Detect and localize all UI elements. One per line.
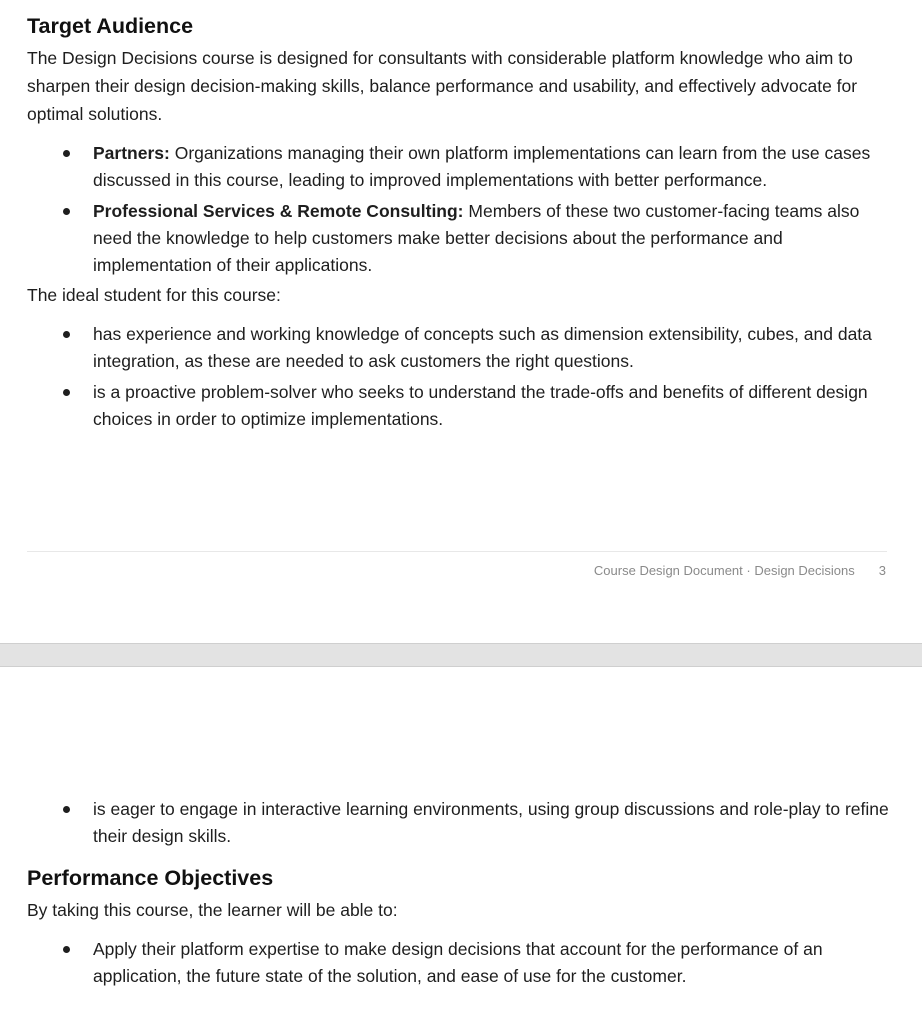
audience-list	[27, 140, 897, 279]
list-item	[27, 936, 897, 990]
bullet-icon	[63, 389, 70, 396]
page-separator	[0, 643, 922, 667]
section-heading-performance-objectives: Performance Objectives	[27, 866, 274, 890]
bullet-icon	[63, 946, 70, 953]
list-item	[27, 379, 897, 433]
audience-intro-paragraph: The Design Decisions course is designed for consultants with considerable platform knowledge who aim to sharpen their design decision-making skills, balance performance and usability, and effectively advocate for optimal solutions.	[27, 48, 858, 124]
list-item-professional-services	[27, 198, 897, 279]
section-heading-target-audience: Target Audience	[27, 14, 194, 38]
ideal-student-list	[27, 321, 897, 433]
list-item-partners	[27, 140, 897, 194]
document-page-4	[0, 667, 922, 1024]
list-item-text: has experience and working knowledge of concepts such as dimension extensibility, cubes, and data integration, as these are needed to ask customers the right questions.	[93, 324, 872, 371]
page-content	[27, 796, 897, 990]
footer-title: Course Design Document · Design Decisions	[593, 563, 855, 578]
page-footer	[594, 563, 886, 578]
bullet-icon	[63, 150, 70, 157]
list-item	[27, 321, 897, 375]
list-item-text: is a proactive problem-solver who seeks to understand the trade-offs and benefits of different design choices in order to optimize implementations.	[93, 382, 868, 429]
list-item-text: Apply their platform expertise to make design decisions that account for the performance of an application, the future state of the solution, and ease of use for the customer.	[93, 939, 823, 986]
list-item-term: Partners:	[93, 143, 170, 163]
list-item-text: Members of these two customer-facing teams also need the knowledge to help customers make better decisions about the performance and implementation of their applications.	[93, 201, 860, 275]
bullet-icon	[63, 331, 70, 338]
list-item-term: Professional Services & Remote Consulting:	[93, 201, 464, 221]
ideal-student-intro: The ideal student for this course:	[27, 285, 281, 305]
page-number: 3	[878, 563, 886, 578]
footer-divider	[27, 551, 887, 552]
list-item-text: Organizations managing their own platform implementations can learn from the use cases discussed in this course, leading to improved implementations with better performance.	[93, 143, 871, 190]
list-item	[27, 796, 897, 850]
list-item-text: is eager to engage in interactive learning environments, using group discussions and role-play to refine their design skills.	[93, 799, 889, 846]
ideal-student-list-continued	[27, 796, 897, 850]
page-content	[27, 12, 897, 433]
objectives-list	[27, 936, 897, 990]
bullet-icon	[63, 208, 70, 215]
bullet-icon	[63, 806, 70, 813]
objectives-intro: By taking this course, the learner will be able to:	[27, 900, 398, 920]
